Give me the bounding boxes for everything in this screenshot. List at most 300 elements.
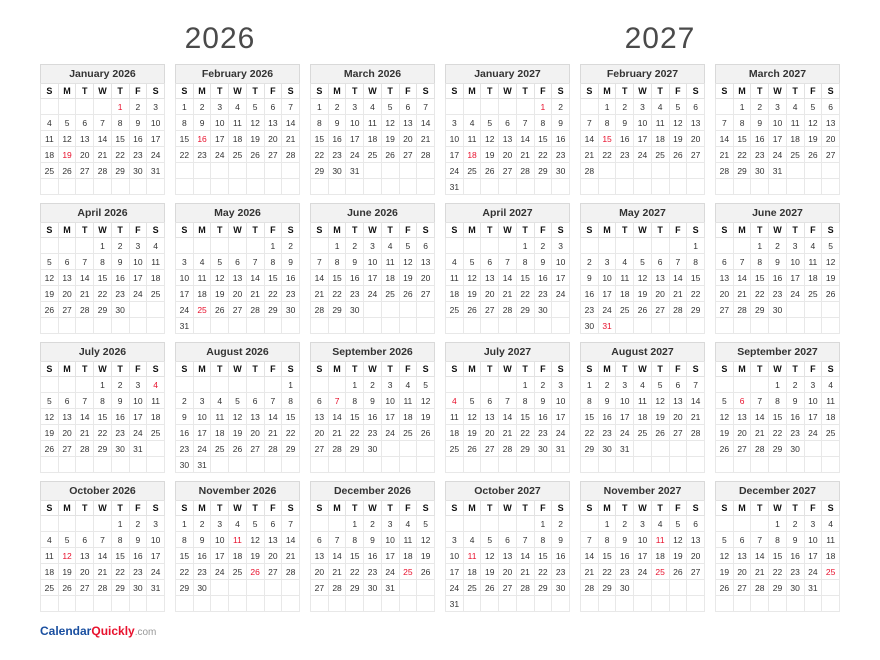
day-cell[interactable]: 7 xyxy=(246,254,264,270)
day-cell[interactable]: 7 xyxy=(76,254,94,270)
day-cell[interactable]: 24 xyxy=(147,147,165,163)
day-cell[interactable]: 15 xyxy=(516,270,534,286)
day-cell[interactable]: 6 xyxy=(76,532,94,548)
day-cell[interactable]: 26 xyxy=(822,286,840,302)
day-cell[interactable]: 10 xyxy=(769,115,787,131)
day-cell[interactable]: 19 xyxy=(669,548,687,564)
day-cell[interactable]: 12 xyxy=(669,532,687,548)
day-cell[interactable]: 20 xyxy=(264,131,282,147)
day-cell[interactable]: 21 xyxy=(76,286,94,302)
day-cell[interactable]: 17 xyxy=(193,425,211,441)
day-cell[interactable]: 16 xyxy=(328,131,346,147)
day-cell[interactable]: 14 xyxy=(581,548,599,564)
day-cell[interactable]: 30 xyxy=(176,457,194,473)
day-cell[interactable]: 22 xyxy=(769,564,787,580)
day-cell[interactable]: 8 xyxy=(534,532,552,548)
day-cell[interactable]: 1 xyxy=(751,238,769,254)
day-cell[interactable]: 9 xyxy=(598,393,616,409)
day-cell[interactable]: 7 xyxy=(669,254,687,270)
day-cell[interactable]: 29 xyxy=(94,302,112,318)
day-cell[interactable]: 6 xyxy=(264,99,282,115)
day-cell[interactable]: 8 xyxy=(328,254,346,270)
day-cell[interactable]: 9 xyxy=(751,115,769,131)
day-cell[interactable]: 5 xyxy=(381,99,399,115)
day-cell[interactable]: 11 xyxy=(229,532,247,548)
day-cell[interactable]: 23 xyxy=(193,564,211,580)
day-cell[interactable]: 3 xyxy=(616,377,634,393)
day-cell[interactable]: 20 xyxy=(311,564,329,580)
day-cell[interactable]: 7 xyxy=(751,393,769,409)
day-cell[interactable]: 3 xyxy=(346,99,364,115)
day-cell[interactable]: 29 xyxy=(516,441,534,457)
day-cell[interactable]: 10 xyxy=(147,115,165,131)
day-cell[interactable]: 18 xyxy=(446,286,464,302)
day-cell[interactable]: 28 xyxy=(581,580,599,596)
day-cell[interactable]: 23 xyxy=(769,286,787,302)
day-cell[interactable]: 21 xyxy=(94,564,112,580)
day-cell[interactable]: 30 xyxy=(581,318,599,334)
day-cell[interactable]: 22 xyxy=(264,286,282,302)
day-cell[interactable]: 19 xyxy=(41,286,59,302)
day-cell[interactable]: 24 xyxy=(446,580,464,596)
day-cell[interactable]: 4 xyxy=(463,115,481,131)
day-cell[interactable]: 20 xyxy=(311,425,329,441)
day-cell[interactable]: 16 xyxy=(282,270,300,286)
day-cell[interactable]: 25 xyxy=(364,147,382,163)
day-cell[interactable]: 1 xyxy=(581,377,599,393)
day-cell[interactable]: 5 xyxy=(463,393,481,409)
day-cell[interactable]: 24 xyxy=(769,147,787,163)
day-cell[interactable]: 22 xyxy=(733,147,751,163)
day-cell[interactable]: 26 xyxy=(399,286,417,302)
day-cell[interactable]: 3 xyxy=(786,238,804,254)
day-cell[interactable]: 26 xyxy=(669,564,687,580)
day-cell[interactable]: 4 xyxy=(399,377,417,393)
day-cell[interactable]: 9 xyxy=(552,532,570,548)
day-cell[interactable]: 27 xyxy=(264,147,282,163)
day-cell[interactable]: 27 xyxy=(76,580,94,596)
day-cell[interactable]: 23 xyxy=(552,564,570,580)
day-cell[interactable]: 16 xyxy=(769,270,787,286)
day-cell[interactable]: 13 xyxy=(76,131,94,147)
day-cell[interactable]: 29 xyxy=(282,441,300,457)
day-cell[interactable]: 21 xyxy=(687,409,705,425)
day-cell[interactable]: 5 xyxy=(716,532,734,548)
day-cell[interactable]: 18 xyxy=(651,548,669,564)
day-cell[interactable]: 11 xyxy=(616,270,634,286)
day-cell[interactable]: 4 xyxy=(446,254,464,270)
day-cell[interactable]: 30 xyxy=(769,302,787,318)
day-cell[interactable]: 6 xyxy=(822,99,840,115)
day-cell[interactable]: 27 xyxy=(651,302,669,318)
day-cell[interactable]: 19 xyxy=(399,270,417,286)
day-cell[interactable]: 22 xyxy=(687,286,705,302)
day-cell[interactable]: 18 xyxy=(41,147,59,163)
day-cell[interactable]: 6 xyxy=(481,254,499,270)
day-cell[interactable]: 8 xyxy=(346,393,364,409)
day-cell[interactable]: 12 xyxy=(822,254,840,270)
day-cell[interactable]: 4 xyxy=(381,238,399,254)
day-cell[interactable]: 20 xyxy=(481,425,499,441)
day-cell[interactable]: 24 xyxy=(804,425,822,441)
day-cell[interactable]: 21 xyxy=(751,564,769,580)
day-cell[interactable]: 6 xyxy=(264,516,282,532)
day-cell[interactable]: 11 xyxy=(822,532,840,548)
day-cell[interactable]: 9 xyxy=(346,254,364,270)
day-cell[interactable]: 5 xyxy=(669,516,687,532)
day-cell[interactable]: 21 xyxy=(328,425,346,441)
day-cell[interactable]: 6 xyxy=(499,115,517,131)
day-cell[interactable]: 6 xyxy=(733,393,751,409)
day-cell[interactable]: 16 xyxy=(129,548,147,564)
day-cell[interactable]: 14 xyxy=(76,409,94,425)
day-cell[interactable]: 24 xyxy=(446,163,464,179)
day-cell[interactable]: 27 xyxy=(733,441,751,457)
day-cell[interactable]: 26 xyxy=(41,302,59,318)
day-cell[interactable]: 29 xyxy=(328,302,346,318)
day-cell[interactable]: 2 xyxy=(364,516,382,532)
day-cell[interactable]: 8 xyxy=(94,393,112,409)
day-cell[interactable]: 30 xyxy=(552,580,570,596)
day-cell[interactable]: 24 xyxy=(634,147,652,163)
day-cell[interactable]: 10 xyxy=(616,393,634,409)
day-cell[interactable]: 23 xyxy=(328,147,346,163)
day-cell[interactable]: 22 xyxy=(598,147,616,163)
day-cell[interactable]: 30 xyxy=(598,441,616,457)
day-cell[interactable]: 16 xyxy=(534,409,552,425)
day-cell[interactable]: 12 xyxy=(399,254,417,270)
day-cell[interactable]: 30 xyxy=(364,441,382,457)
day-cell[interactable]: 22 xyxy=(328,286,346,302)
day-cell[interactable]: 11 xyxy=(399,393,417,409)
day-cell[interactable]: 30 xyxy=(534,302,552,318)
day-cell[interactable]: 23 xyxy=(616,147,634,163)
day-cell[interactable]: 16 xyxy=(193,131,211,147)
day-cell[interactable]: 3 xyxy=(147,99,165,115)
day-cell[interactable]: 16 xyxy=(111,270,129,286)
day-cell[interactable]: 19 xyxy=(229,425,247,441)
day-cell[interactable]: 11 xyxy=(364,115,382,131)
day-cell[interactable]: 27 xyxy=(687,147,705,163)
day-cell[interactable]: 18 xyxy=(229,548,247,564)
day-cell[interactable]: 9 xyxy=(534,254,552,270)
day-cell[interactable]: 4 xyxy=(822,516,840,532)
day-cell[interactable]: 28 xyxy=(282,564,300,580)
day-cell[interactable]: 18 xyxy=(147,409,165,425)
day-cell[interactable]: 17 xyxy=(147,131,165,147)
day-cell[interactable]: 5 xyxy=(822,238,840,254)
day-cell[interactable]: 4 xyxy=(147,377,165,393)
day-cell[interactable]: 24 xyxy=(616,425,634,441)
day-cell[interactable]: 20 xyxy=(687,548,705,564)
day-cell[interactable]: 14 xyxy=(94,548,112,564)
day-cell[interactable]: 1 xyxy=(111,99,129,115)
day-cell[interactable]: 4 xyxy=(822,377,840,393)
day-cell[interactable]: 25 xyxy=(381,286,399,302)
day-cell[interactable]: 28 xyxy=(581,163,599,179)
day-cell[interactable]: 15 xyxy=(328,270,346,286)
day-cell[interactable]: 25 xyxy=(804,286,822,302)
day-cell[interactable]: 13 xyxy=(58,270,76,286)
day-cell[interactable]: 17 xyxy=(446,147,464,163)
day-cell[interactable]: 30 xyxy=(616,580,634,596)
day-cell[interactable]: 7 xyxy=(328,393,346,409)
day-cell[interactable]: 30 xyxy=(111,302,129,318)
day-cell[interactable]: 27 xyxy=(76,163,94,179)
day-cell[interactable]: 1 xyxy=(598,99,616,115)
day-cell[interactable]: 5 xyxy=(804,99,822,115)
day-cell[interactable]: 8 xyxy=(751,254,769,270)
day-cell[interactable]: 23 xyxy=(581,302,599,318)
day-cell[interactable]: 24 xyxy=(211,147,229,163)
day-cell[interactable]: 3 xyxy=(211,99,229,115)
day-cell[interactable]: 27 xyxy=(669,425,687,441)
day-cell[interactable]: 29 xyxy=(534,163,552,179)
day-cell[interactable]: 16 xyxy=(176,425,194,441)
day-cell[interactable]: 9 xyxy=(364,532,382,548)
day-cell[interactable]: 1 xyxy=(687,238,705,254)
day-cell[interactable]: 13 xyxy=(311,409,329,425)
day-cell[interactable]: 29 xyxy=(311,163,329,179)
day-cell[interactable]: 4 xyxy=(804,238,822,254)
day-cell[interactable]: 3 xyxy=(176,254,194,270)
day-cell[interactable]: 22 xyxy=(311,147,329,163)
day-cell[interactable]: 9 xyxy=(193,532,211,548)
day-cell[interactable]: 21 xyxy=(499,425,517,441)
day-cell[interactable]: 7 xyxy=(733,254,751,270)
day-cell[interactable]: 17 xyxy=(381,409,399,425)
day-cell[interactable]: 22 xyxy=(176,147,194,163)
day-cell[interactable]: 3 xyxy=(147,516,165,532)
day-cell[interactable]: 16 xyxy=(129,131,147,147)
day-cell[interactable]: 8 xyxy=(516,393,534,409)
day-cell[interactable]: 4 xyxy=(651,99,669,115)
day-cell[interactable]: 15 xyxy=(534,548,552,564)
day-cell[interactable]: 23 xyxy=(534,286,552,302)
day-cell[interactable]: 18 xyxy=(364,131,382,147)
day-cell[interactable]: 23 xyxy=(111,286,129,302)
day-cell[interactable]: 13 xyxy=(669,393,687,409)
day-cell[interactable]: 12 xyxy=(716,409,734,425)
day-cell[interactable]: 29 xyxy=(769,441,787,457)
day-cell[interactable]: 14 xyxy=(328,409,346,425)
day-cell[interactable]: 23 xyxy=(176,441,194,457)
day-cell[interactable]: 16 xyxy=(581,286,599,302)
day-cell[interactable]: 21 xyxy=(581,147,599,163)
day-cell[interactable]: 17 xyxy=(552,270,570,286)
day-cell[interactable]: 3 xyxy=(804,516,822,532)
day-cell[interactable]: 7 xyxy=(716,115,734,131)
day-cell[interactable]: 25 xyxy=(399,564,417,580)
day-cell[interactable]: 4 xyxy=(41,115,59,131)
day-cell[interactable]: 10 xyxy=(211,532,229,548)
day-cell[interactable]: 21 xyxy=(328,564,346,580)
day-cell[interactable]: 18 xyxy=(399,409,417,425)
day-cell[interactable]: 25 xyxy=(399,425,417,441)
day-cell[interactable]: 11 xyxy=(399,532,417,548)
day-cell[interactable]: 14 xyxy=(76,270,94,286)
day-cell[interactable]: 28 xyxy=(94,163,112,179)
day-cell[interactable]: 4 xyxy=(364,99,382,115)
day-cell[interactable]: 30 xyxy=(129,163,147,179)
day-cell[interactable]: 25 xyxy=(193,302,211,318)
day-cell[interactable]: 15 xyxy=(111,131,129,147)
day-cell[interactable]: 27 xyxy=(481,441,499,457)
day-cell[interactable]: 19 xyxy=(246,131,264,147)
day-cell[interactable]: 8 xyxy=(534,115,552,131)
day-cell[interactable]: 3 xyxy=(634,516,652,532)
day-cell[interactable]: 12 xyxy=(246,532,264,548)
day-cell[interactable]: 30 xyxy=(786,580,804,596)
day-cell[interactable]: 9 xyxy=(616,115,634,131)
day-cell[interactable]: 4 xyxy=(634,377,652,393)
day-cell[interactable]: 18 xyxy=(229,131,247,147)
day-cell[interactable]: 23 xyxy=(346,286,364,302)
day-cell[interactable]: 9 xyxy=(552,115,570,131)
day-cell[interactable]: 21 xyxy=(311,286,329,302)
day-cell[interactable]: 6 xyxy=(311,393,329,409)
day-cell[interactable]: 13 xyxy=(499,131,517,147)
day-cell[interactable]: 19 xyxy=(651,409,669,425)
day-cell[interactable]: 2 xyxy=(111,238,129,254)
day-cell[interactable]: 28 xyxy=(499,441,517,457)
day-cell[interactable]: 26 xyxy=(634,302,652,318)
day-cell[interactable]: 11 xyxy=(651,532,669,548)
day-cell[interactable]: 15 xyxy=(598,131,616,147)
day-cell[interactable]: 13 xyxy=(716,270,734,286)
day-cell[interactable]: 7 xyxy=(94,115,112,131)
day-cell[interactable]: 28 xyxy=(311,302,329,318)
day-cell[interactable]: 19 xyxy=(804,131,822,147)
day-cell[interactable]: 6 xyxy=(716,254,734,270)
day-cell[interactable]: 27 xyxy=(687,564,705,580)
day-cell[interactable]: 13 xyxy=(229,270,247,286)
day-cell[interactable]: 12 xyxy=(41,270,59,286)
day-cell[interactable]: 24 xyxy=(598,302,616,318)
day-cell[interactable]: 7 xyxy=(581,115,599,131)
day-cell[interactable]: 15 xyxy=(598,548,616,564)
day-cell[interactable]: 4 xyxy=(651,516,669,532)
day-cell[interactable]: 6 xyxy=(499,532,517,548)
day-cell[interactable]: 20 xyxy=(651,286,669,302)
day-cell[interactable]: 1 xyxy=(346,516,364,532)
day-cell[interactable]: 8 xyxy=(111,532,129,548)
day-cell[interactable]: 19 xyxy=(481,564,499,580)
day-cell[interactable]: 21 xyxy=(282,131,300,147)
day-cell[interactable]: 21 xyxy=(581,564,599,580)
day-cell[interactable]: 20 xyxy=(733,564,751,580)
day-cell[interactable]: 19 xyxy=(58,147,76,163)
day-cell[interactable]: 11 xyxy=(147,393,165,409)
day-cell[interactable]: 25 xyxy=(634,425,652,441)
day-cell[interactable]: 6 xyxy=(687,99,705,115)
day-cell[interactable]: 15 xyxy=(176,548,194,564)
day-cell[interactable]: 5 xyxy=(417,516,435,532)
day-cell[interactable]: 14 xyxy=(716,131,734,147)
day-cell[interactable]: 1 xyxy=(176,99,194,115)
day-cell[interactable]: 25 xyxy=(41,163,59,179)
day-cell[interactable]: 19 xyxy=(463,425,481,441)
day-cell[interactable]: 11 xyxy=(651,115,669,131)
day-cell[interactable]: 1 xyxy=(346,377,364,393)
day-cell[interactable]: 17 xyxy=(381,548,399,564)
day-cell[interactable]: 7 xyxy=(499,254,517,270)
day-cell[interactable]: 25 xyxy=(463,580,481,596)
day-cell[interactable]: 4 xyxy=(786,99,804,115)
day-cell[interactable]: 13 xyxy=(264,115,282,131)
day-cell[interactable]: 19 xyxy=(669,131,687,147)
day-cell[interactable]: 17 xyxy=(129,270,147,286)
day-cell[interactable]: 27 xyxy=(499,163,517,179)
day-cell[interactable]: 17 xyxy=(211,131,229,147)
day-cell[interactable]: 15 xyxy=(687,270,705,286)
day-cell[interactable]: 14 xyxy=(751,548,769,564)
day-cell[interactable]: 2 xyxy=(552,99,570,115)
day-cell[interactable]: 19 xyxy=(463,286,481,302)
day-cell[interactable]: 26 xyxy=(463,441,481,457)
day-cell[interactable]: 1 xyxy=(282,377,300,393)
day-cell[interactable]: 26 xyxy=(651,425,669,441)
day-cell[interactable]: 25 xyxy=(786,147,804,163)
day-cell[interactable]: 25 xyxy=(41,580,59,596)
day-cell[interactable]: 9 xyxy=(786,532,804,548)
day-cell[interactable]: 23 xyxy=(111,425,129,441)
day-cell[interactable]: 28 xyxy=(733,302,751,318)
day-cell[interactable]: 28 xyxy=(94,580,112,596)
day-cell[interactable]: 22 xyxy=(516,425,534,441)
day-cell[interactable]: 4 xyxy=(399,516,417,532)
day-cell[interactable]: 26 xyxy=(463,302,481,318)
day-cell[interactable]: 21 xyxy=(499,286,517,302)
day-cell[interactable]: 29 xyxy=(346,441,364,457)
day-cell[interactable]: 29 xyxy=(94,441,112,457)
day-cell[interactable]: 12 xyxy=(463,270,481,286)
day-cell[interactable]: 31 xyxy=(129,441,147,457)
day-cell[interactable]: 21 xyxy=(516,564,534,580)
day-cell[interactable]: 3 xyxy=(193,393,211,409)
day-cell[interactable]: 18 xyxy=(381,270,399,286)
day-cell[interactable]: 1 xyxy=(733,99,751,115)
day-cell[interactable]: 30 xyxy=(129,580,147,596)
day-cell[interactable]: 10 xyxy=(129,254,147,270)
day-cell[interactable]: 17 xyxy=(769,131,787,147)
day-cell[interactable]: 18 xyxy=(822,409,840,425)
day-cell[interactable]: 27 xyxy=(822,147,840,163)
day-cell[interactable]: 24 xyxy=(346,147,364,163)
day-cell[interactable]: 10 xyxy=(364,254,382,270)
day-cell[interactable]: 2 xyxy=(786,516,804,532)
day-cell[interactable]: 18 xyxy=(634,409,652,425)
day-cell[interactable]: 31 xyxy=(446,596,464,612)
day-cell[interactable]: 10 xyxy=(381,532,399,548)
day-cell[interactable]: 8 xyxy=(687,254,705,270)
day-cell[interactable]: 4 xyxy=(193,254,211,270)
day-cell[interactable]: 10 xyxy=(346,115,364,131)
day-cell[interactable]: 6 xyxy=(669,377,687,393)
day-cell[interactable]: 22 xyxy=(111,147,129,163)
day-cell[interactable]: 2 xyxy=(129,99,147,115)
day-cell[interactable]: 30 xyxy=(552,163,570,179)
day-cell[interactable]: 27 xyxy=(733,580,751,596)
day-cell[interactable]: 5 xyxy=(58,115,76,131)
day-cell[interactable]: 17 xyxy=(147,548,165,564)
day-cell[interactable]: 1 xyxy=(598,516,616,532)
day-cell[interactable]: 26 xyxy=(669,147,687,163)
day-cell[interactable]: 29 xyxy=(516,302,534,318)
day-cell[interactable]: 8 xyxy=(598,532,616,548)
day-cell[interactable]: 27 xyxy=(716,302,734,318)
day-cell[interactable]: 15 xyxy=(111,548,129,564)
